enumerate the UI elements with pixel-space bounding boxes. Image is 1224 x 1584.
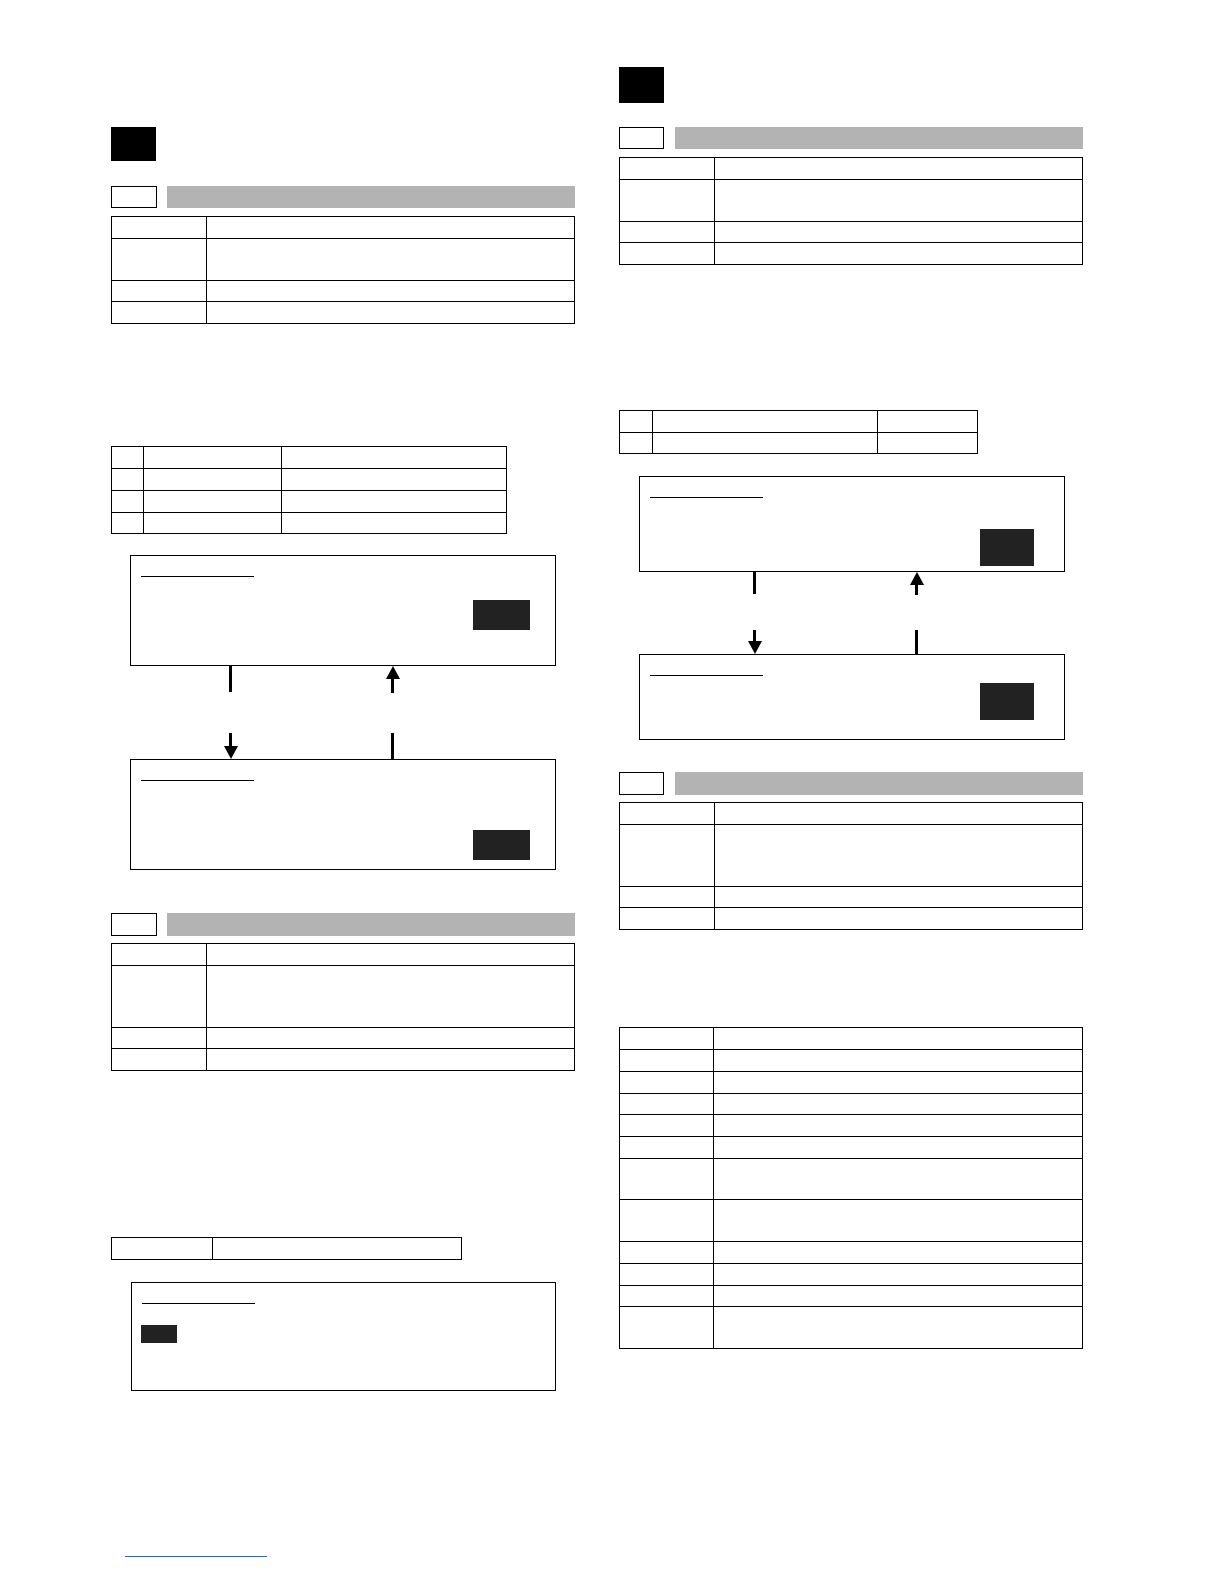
lcd-screen-right-1 bbox=[639, 476, 1065, 572]
flow-line-up bbox=[391, 733, 394, 759]
code-tag-right-1 bbox=[619, 127, 664, 149]
footer-link-underline[interactable] bbox=[125, 1556, 267, 1557]
lcd-title-underline bbox=[141, 576, 254, 577]
spec-table-left-2 bbox=[111, 943, 575, 1071]
arrow-down-icon bbox=[748, 641, 762, 654]
lcd-screen-left-1 bbox=[130, 555, 556, 666]
flow-line-up-stem bbox=[391, 679, 394, 693]
flow-line-down bbox=[229, 666, 232, 692]
table-cell bbox=[112, 239, 207, 281]
lcd-screen-left-2 bbox=[130, 759, 556, 870]
setting-table-right-1 bbox=[619, 410, 978, 454]
code-tag-right-2 bbox=[619, 772, 664, 795]
lcd-title-underline bbox=[650, 675, 763, 676]
section-marker-left bbox=[111, 127, 156, 161]
code-tag-left-1 bbox=[111, 186, 157, 208]
table-cell bbox=[207, 281, 575, 302]
lcd-screen-right-2 bbox=[639, 654, 1065, 740]
lcd-screen-left-3 bbox=[131, 1282, 556, 1391]
lcd-key-button[interactable] bbox=[473, 600, 530, 630]
lcd-key-button[interactable] bbox=[980, 529, 1034, 566]
lcd-title-underline bbox=[141, 780, 254, 781]
section-marker-right bbox=[619, 67, 664, 103]
flow-line-up bbox=[915, 630, 918, 654]
table-cell bbox=[112, 302, 207, 324]
table-cell bbox=[112, 217, 207, 239]
arrow-down-icon bbox=[224, 746, 238, 759]
lcd-key-button[interactable] bbox=[141, 1325, 177, 1343]
lcd-title-underline bbox=[142, 1303, 255, 1304]
spec-table-right-2 bbox=[619, 802, 1083, 930]
flow-line-down-stem bbox=[229, 733, 232, 747]
table-cell bbox=[207, 217, 575, 239]
table-cell bbox=[207, 302, 575, 324]
list-table-right bbox=[619, 1027, 1083, 1349]
spec-table-left-1 bbox=[111, 216, 575, 324]
code-tag-left-2 bbox=[111, 913, 157, 936]
table-cell bbox=[112, 281, 207, 302]
section-header-bar-right-1 bbox=[675, 127, 1083, 149]
setting-table-left-2 bbox=[111, 1237, 462, 1260]
spec-table-right-1 bbox=[619, 157, 1083, 265]
section-header-bar-left-2 bbox=[167, 913, 575, 936]
lcd-title-underline bbox=[650, 497, 763, 498]
section-header-bar-left-1 bbox=[167, 186, 575, 208]
lcd-key-button[interactable] bbox=[980, 683, 1034, 720]
lcd-key-button[interactable] bbox=[473, 830, 530, 860]
arrow-up-icon bbox=[910, 572, 924, 585]
setting-table-left-1 bbox=[111, 446, 507, 534]
flow-line-down bbox=[753, 572, 756, 594]
arrow-up-icon bbox=[386, 666, 400, 679]
flow-line-up-stem bbox=[915, 585, 918, 595]
section-header-bar-right-2 bbox=[675, 772, 1083, 795]
table-cell bbox=[207, 239, 575, 281]
